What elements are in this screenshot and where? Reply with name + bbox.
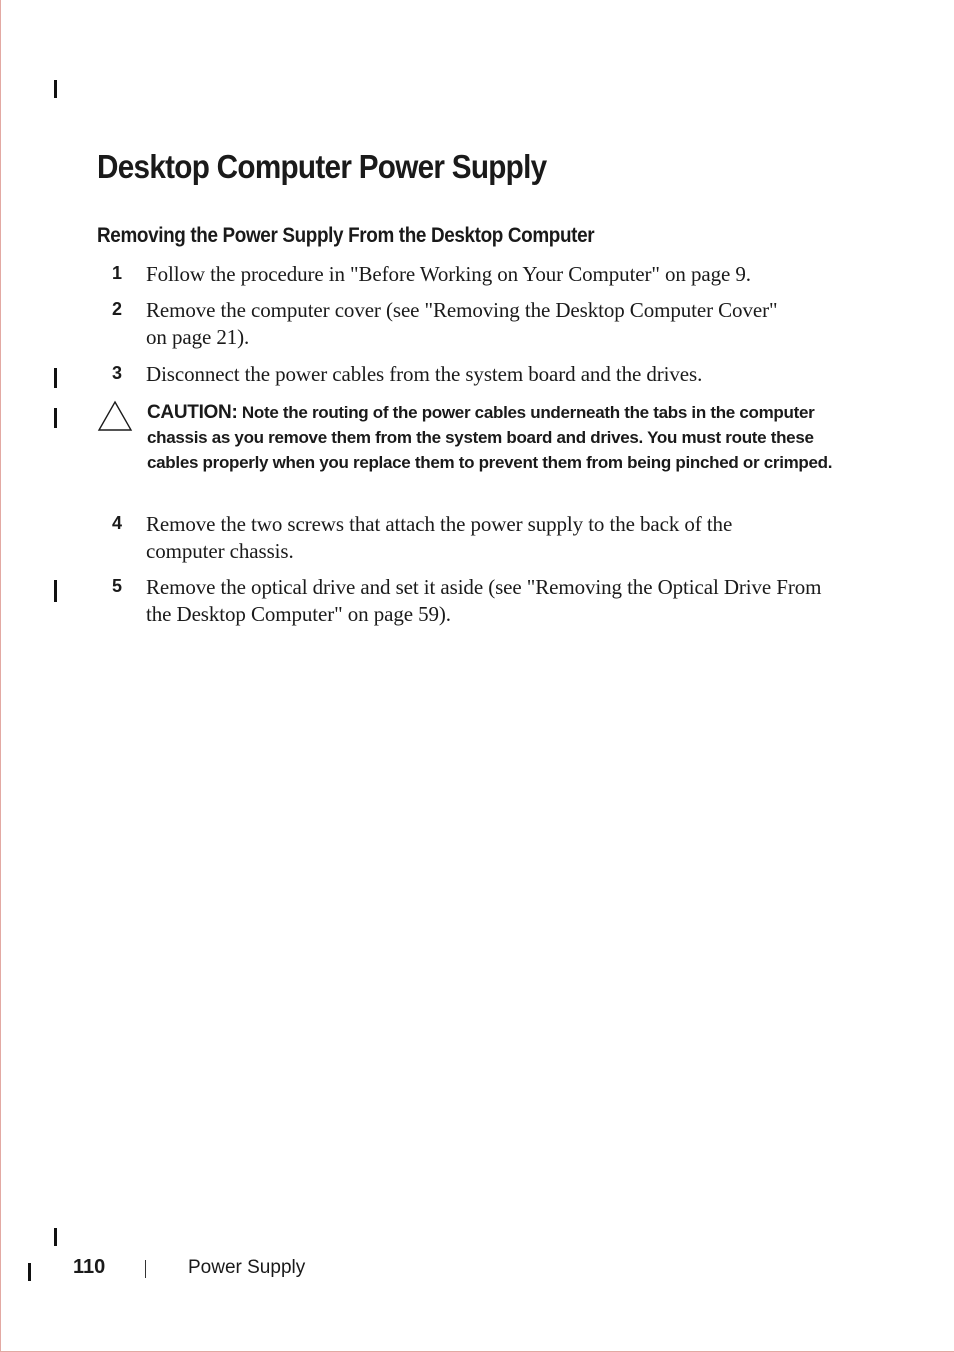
change-bar bbox=[54, 368, 57, 388]
caution-triangle-icon bbox=[97, 400, 133, 432]
step-text: Remove the computer cover (see "Removing the Desktop Computer Cover" on page 21). bbox=[146, 298, 778, 349]
step-text: Remove the two screws that attach the power supply to the back of the computer chassis. bbox=[146, 512, 733, 563]
step-text: Remove the optical drive and set it aside (see "Removing the Optical Drive From the Desktop Computer" on page 59). bbox=[146, 575, 822, 626]
step-text: Disconnect the power cables from the system board and the drives. bbox=[146, 362, 703, 386]
page-number: 110 bbox=[73, 1256, 106, 1278]
step-text: Follow the procedure in "Before Working on Your Computer" on page 9. bbox=[146, 262, 751, 286]
change-bar bbox=[54, 408, 57, 428]
step-number: 1 bbox=[112, 263, 123, 283]
step-number: 2 bbox=[112, 299, 123, 319]
footer-divider bbox=[145, 1260, 146, 1278]
chapter-title: Power Supply bbox=[188, 1257, 306, 1278]
page-title: Desktop Computer Power Supply bbox=[97, 148, 547, 185]
caution-label: CAUTION: bbox=[147, 402, 238, 423]
section-title: Removing the Power Supply From the Desktop Computer bbox=[97, 224, 595, 247]
change-bar bbox=[28, 1263, 31, 1281]
change-bar bbox=[54, 80, 57, 98]
step-number: 3 bbox=[112, 363, 123, 383]
step-number: 4 bbox=[112, 513, 123, 533]
step-number: 5 bbox=[112, 576, 123, 596]
change-bar bbox=[54, 580, 57, 602]
caution-body: Note the routing of the power cables underneath the tabs in the computer chassis as you remove them from the system board and drives. You must route these cables properly when you replace them to prevent them from being pinched or crimped. bbox=[147, 403, 833, 472]
caution-text bbox=[147, 400, 837, 475]
change-bar bbox=[54, 1228, 57, 1246]
